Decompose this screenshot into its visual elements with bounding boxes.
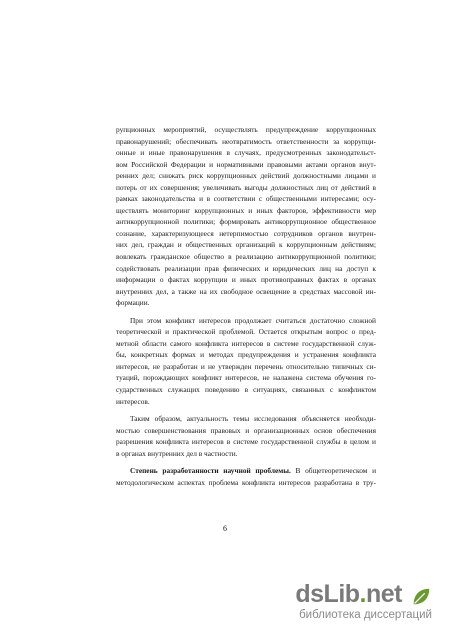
text-line [116, 297, 376, 309]
text-line-content: вом Российской Федерации и нормативными правовыми актами органов внут- [116, 159, 376, 169]
page-number: 6 [223, 524, 227, 533]
text-line [116, 239, 376, 251]
text-line-content: Таким образом, актуальность темы исследования объясняется необходи- [130, 414, 376, 424]
text-line-content: При этом конфликт интересов продолжает считаться достаточно сложной [130, 315, 376, 325]
text-line [116, 384, 376, 396]
text-line [116, 228, 376, 240]
text-line [116, 315, 376, 327]
leaf-icon [410, 586, 432, 608]
text-line [116, 193, 376, 205]
text-line [116, 326, 376, 338]
text-line-content: внутренних дел, а также на их свободное освещение в средствах массовой ин- [116, 286, 376, 296]
text-line [116, 413, 376, 425]
text-line [116, 436, 376, 448]
text-line-content: ществлять мониторинг коррупционных и иных факторов, эффективности мер [116, 205, 376, 215]
body-text [116, 124, 376, 488]
text-line [116, 448, 376, 460]
text-line-content: В общетеоретическом и [290, 466, 377, 476]
text-line-content: рупционных мероприятий, осуществлять предупреждение коррупционных [116, 125, 376, 134]
text-line-content: в органах внутренних дел в частности. [116, 448, 238, 458]
text-line [116, 349, 376, 361]
text-line [116, 170, 376, 182]
text-line [116, 182, 376, 194]
text-line [116, 251, 376, 263]
text-line-content: содействовать реализации прав физических и юридических лиц на доступ к [116, 263, 376, 273]
text-line-content: потерь от их совершения; увеличивать выгоды должностных лиц от действий в [116, 182, 376, 192]
text-line-content: методологическом аспектах проблема конфликта интересов разработана в тру- [116, 477, 376, 487]
text-line [116, 425, 376, 437]
watermark-logo: dsLib.net [295, 580, 402, 608]
text-line-content: онные и иные правонарушения в случаях, предусмотренных законодательст- [116, 148, 376, 158]
watermark-subtitle: библиотека диссертаций [299, 609, 432, 621]
text-line-content: антикоррупционной политики; формировать антикоррупционное общественное [116, 217, 376, 227]
text-line-content: правонарушений; обеспечивать неотвратимость ответственности за коррупци- [116, 136, 376, 146]
text-line-content: ренних дел; снижать риск коррупционных действий должностными лицами и [116, 171, 376, 181]
text-line [116, 124, 376, 136]
text-line-content: вовлекать гражданское общество в реализацию антикоррупционной политики; [116, 252, 376, 262]
text-line-content: формации. [116, 298, 150, 308]
text-line-content: теоретической и практической проблемой. Остается открытым вопрос о пред- [116, 327, 376, 337]
text-line-content: мостью совершенствования правовых и организационных основ обеспечения [116, 425, 376, 435]
text-line [116, 136, 376, 148]
text-line [116, 361, 376, 373]
text-line-content: них дел, граждан и общественных организаций к коррупционным действиям; [116, 240, 376, 250]
text-line [116, 465, 376, 477]
text-line [116, 396, 376, 408]
text-line [116, 147, 376, 159]
text-line-content: интересов, не разработан и не утвержден перечень относительно типичных си- [116, 361, 376, 371]
text-line [116, 274, 376, 286]
text-line [116, 338, 376, 350]
section-heading: Степень разработанности научной проблемы. [130, 466, 291, 476]
text-line [116, 286, 376, 298]
text-line-content: метной области самого конфликта интересов в системе государственной служ- [116, 338, 376, 348]
text-line-content: сударственных служащих поведению в ситуациях, связанных с конфликтом [116, 385, 376, 395]
text-line [116, 372, 376, 384]
text-line-content: разрешения конфликта интересов в системе государственной службы в целом и [116, 437, 376, 447]
text-line [116, 216, 376, 228]
text-line [116, 205, 376, 217]
text-line-content: интересов. [116, 396, 150, 406]
text-line [116, 477, 376, 489]
watermark [266, 580, 436, 624]
text-line [116, 159, 376, 171]
text-line-content: туаций, порождающих конфликт интересов, не налажена система обучения го- [116, 373, 376, 383]
text-line-content: рамках законодательства и в соответствии с общественными интересами; осу- [116, 194, 376, 204]
text-line-content: сознание, характеризующееся нетерпимостью сотрудников органов внутрен- [116, 228, 376, 238]
text-line-content: информации о фактах коррупции и иных противоправных фактах в органах [116, 275, 376, 285]
text-line-content: бы, конкретных формах и методах предупреждения и устранения конфликта [116, 350, 376, 360]
text-line [116, 263, 376, 275]
